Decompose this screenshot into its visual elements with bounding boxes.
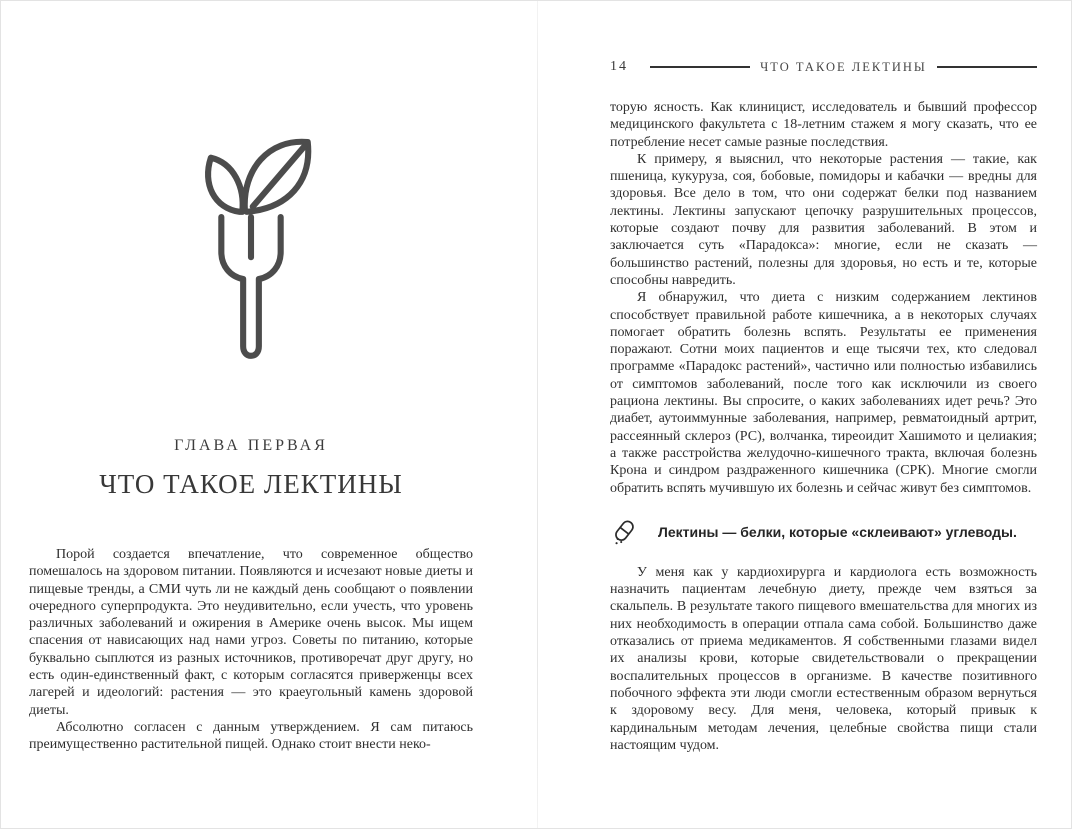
right-page-body-top	[610, 99, 1037, 497]
paragraph: Я обнаружил, что диета с низким содержанием лектинов способствует правильной работе кишечника, а в некоторых случаях помогает обратить болезнь вспять. Результаты ее применения поражают. Сотни моих пациентов и еще тысячи тех, кто следовал программе «Парадокс растений», частично или полностью избавились от симптомов заболеваний, после того как исключили из своего рациона лектины. Вы спросите, о каких заболеваниях идет речь? Это диабет, аутоиммунные заболевания, например, ревматоидный артрит, рассеянный склероз (РС), волчанка, тиреоидит Хашимото и целиакия; а также расстройства желудочно-кишечного тракта, включая болезнь Крона и синдром раздраженного кишечника (СРК). Многие смогли обратить вспять мучившую их болезнь и сейчас живут без симптомов.	[610, 290, 1037, 496]
left-page	[1, 1, 537, 828]
paragraph: К примеру, я выяснил, что некоторые растения — такие, как пшеница, кукуруза, соя, бобовые, помидоры и кабачки — вредны для здоровья. Все дело в том, что они содержат белки под названием лектины. Лектины запускают цепочку разрушительных процессов, которые создают почву для развития заболеваний. В этом и заключается суть «Парадокса»: многие, если не сказать — большинство растений, полезны для здоровья, но есть и те, которые способны навредить.	[610, 151, 1037, 288]
running-header	[610, 59, 1037, 75]
paragraph: торую ясность. Как клиницист, исследователь и бывший профессор медицинского факультета с 18-летним стажем я могу сказать, что ее потребление несет самые разные последствия.	[610, 100, 1037, 150]
chapter-label: ГЛАВА ПЕРВАЯ	[174, 437, 328, 454]
lectins-callout	[610, 515, 1037, 549]
paragraph: Абсолютно согласен с данным утверждением. Я сам питаюсь преимущественно растительной пищей. Однако стоит внести неко-	[29, 719, 473, 753]
chapter-logo	[29, 105, 473, 385]
chapter-title: ЧТО ТАКОЕ ЛЕКТИНЫ	[99, 469, 403, 499]
callout-text: Лектины — белки, которые «склеивают» углеводы.	[658, 523, 1017, 540]
fork-leaves-icon	[155, 105, 347, 385]
page-number: 14	[610, 59, 628, 74]
left-page-body	[29, 546, 473, 754]
pill-icon	[610, 515, 644, 549]
right-page	[538, 1, 1071, 828]
right-page-body-bottom	[610, 564, 1037, 754]
running-title: ЧТО ТАКОЕ ЛЕКТИНЫ	[760, 59, 927, 74]
header-rule-right	[937, 66, 1037, 68]
header-rule-left	[650, 66, 750, 68]
paragraph: Порой создается впечатление, что современное общество помешалось на здоровом питании. Появляются и исчезают новые диеты и пищевые тренды, а СМИ чуть ли не каждый день сообщают о появлении очередного суперпродукта. Это неудивительно, если учесть, что уровень различных заболеваний и ожирения в Америке очень высок. Мы ищем спасения от нависающих над нами угроз. Советы по питанию, которые буквально сыплются из разных источников, противоречат друг другу, но есть один-единственный факт, с которым согласятся приверженцы всех лагерей и идеологий: растения — это краеугольный камень здоровой диеты.	[29, 547, 473, 718]
paragraph: У меня как у кардиохирурга и кардиолога есть возможность назначить пациентам лечебную диету, прежде чем взяться за скальпель. В результате такого пищевого вмешательства для многих из них необходимость в операции отпала сама собой. Большинство даже отказались от приема медикаментов. Я собственными глазами видел их анализы крови, которые свидетельствовали о прекращении воспалительных процессов в организме. В качестве позитивного побочного эффекта эти люди смогли естественным образом вернуться к здоровому весу. Для меня, человека, который привык к кардинальным методам лечения, целебные свойства пищи стали настоящим чудом.	[610, 564, 1037, 753]
